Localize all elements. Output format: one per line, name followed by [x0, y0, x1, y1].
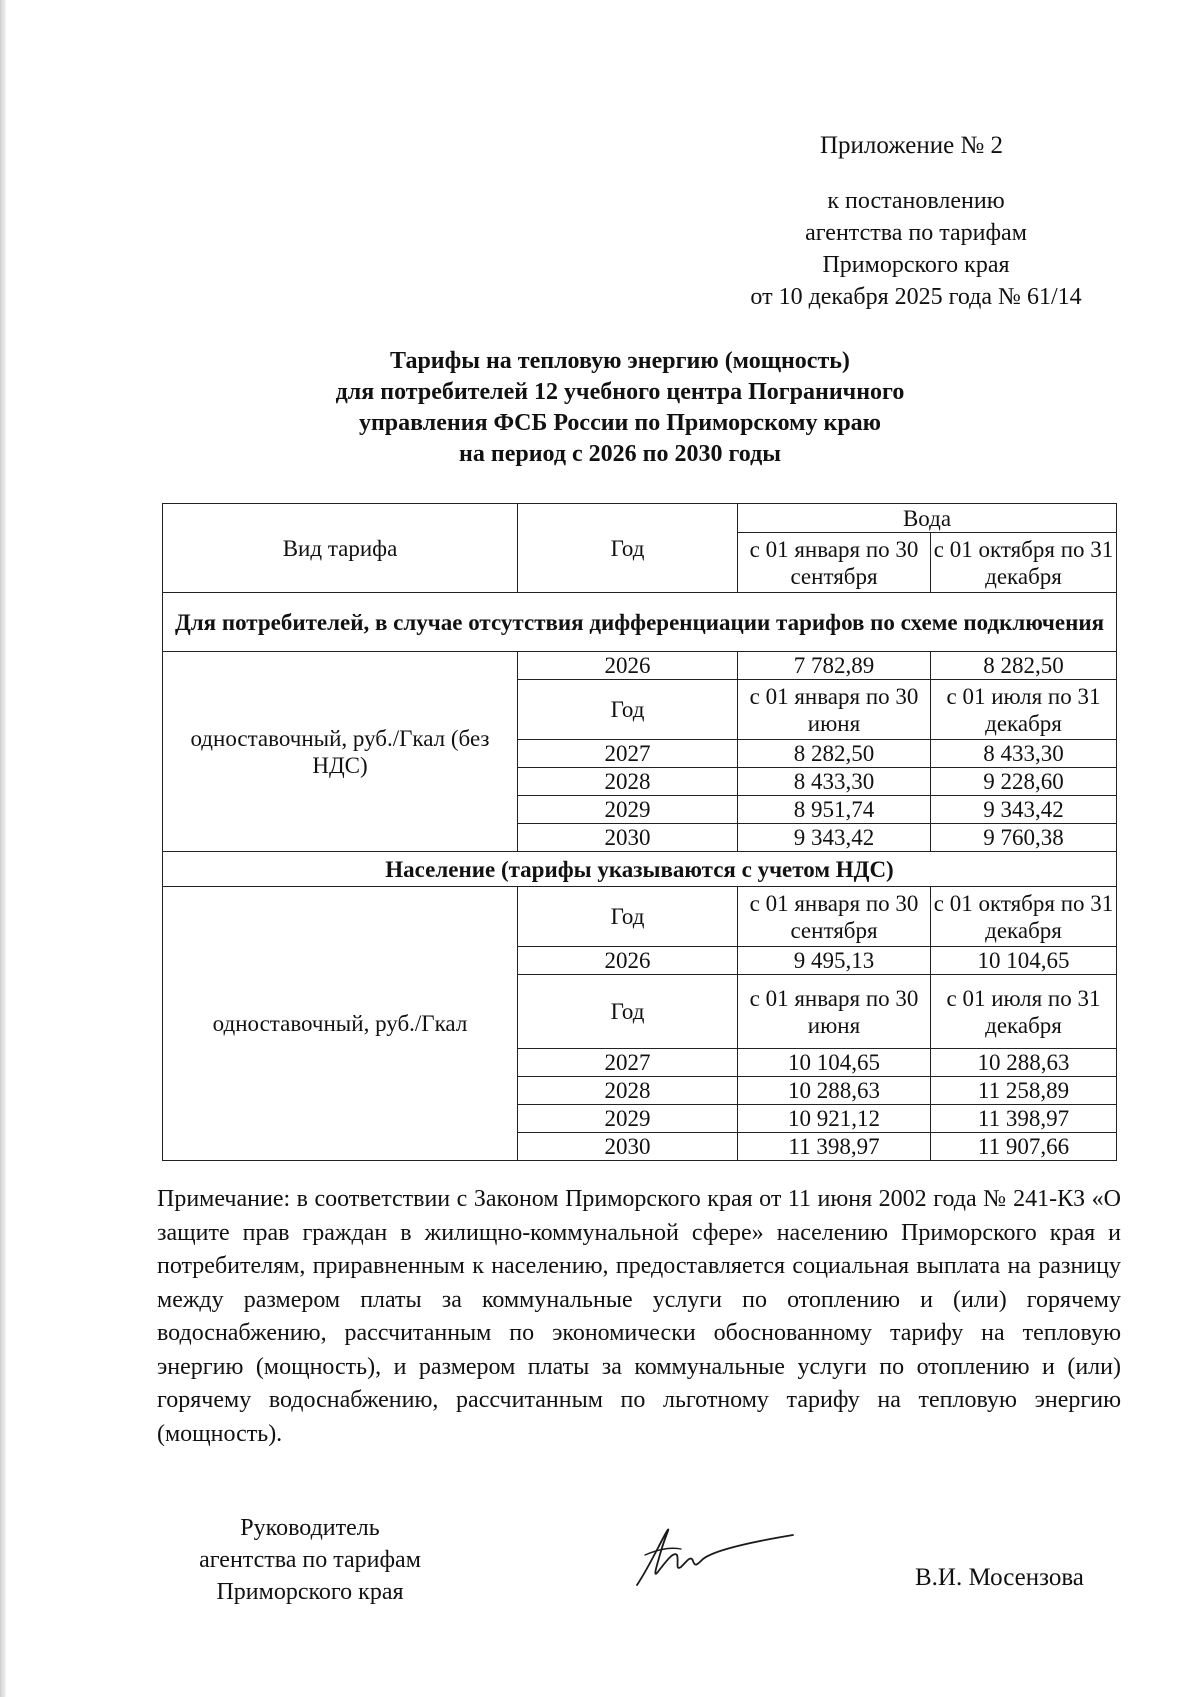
title-line: на период с 2026 по 2030 годы: [459, 441, 781, 467]
value-cell: 8 282,50: [931, 652, 1117, 680]
year-subheader: Год: [518, 887, 738, 947]
year-cell: 2028: [518, 768, 738, 796]
title-line: для потребителей 12 учебного центра Пограничного: [335, 379, 905, 405]
signer-name: В.И. Мосензова: [915, 1564, 1084, 1591]
appendix-title: Приложение № 2: [820, 132, 1004, 159]
year-cell: 2029: [518, 1105, 738, 1133]
position-line: Приморского края: [216, 1579, 404, 1605]
value-cell: 11 258,89: [931, 1077, 1117, 1105]
year-cell: 2029: [518, 796, 738, 824]
signatory-position: [170, 1512, 450, 1608]
value-cell: 9 495,13: [738, 947, 931, 975]
value-cell: 10 921,12: [738, 1105, 931, 1133]
value-cell: 9 760,38: [931, 824, 1117, 852]
value-cell: 10 288,63: [738, 1077, 931, 1105]
value-cell: 11 398,97: [931, 1105, 1117, 1133]
header-period-1: с 01 января по 30 сентября: [738, 533, 931, 593]
year-subheader: Год: [518, 975, 738, 1049]
year-subheader: Год: [518, 680, 738, 740]
header-tariff-type: Вид тарифа: [163, 504, 518, 593]
appendix-line: агентства по тарифам: [805, 220, 1027, 246]
value-cell: 11 398,97: [738, 1133, 931, 1161]
period-subheader-1: с 01 января по 30 июня: [738, 680, 931, 740]
appendix-line: Приморского края: [822, 252, 1010, 278]
year-cell: 2028: [518, 1077, 738, 1105]
value-cell: 10 104,65: [738, 1049, 931, 1077]
position-line: Руководитель: [240, 1515, 380, 1541]
period-subheader-1: с 01 января по 30 сентября: [738, 887, 931, 947]
value-cell: 9 343,42: [931, 796, 1117, 824]
appendix-line: от 10 декабря 2025 года № 61/14: [750, 284, 1082, 310]
note-paragraph: Примечание: в соответствии с Законом Приморского края от 11 июня 2002 года № 241-КЗ «О защите прав граждан в жилищно-коммунальной сфере» населению Приморского края и потребителям, приравненным к населению, предоставляется социальная выплата на разницу между размером платы за коммунальные услуги по отоплению и (или) горячему водоснабжению, рассчитанным по экономически обоснованному тарифу на тепловую энергию (мощность), и размером платы за коммунальные услуги по отоплению и (или) горячему водоснабжению, рассчитанным по льготному тарифу на тепловую энергию (мощность).: [157, 1186, 1121, 1447]
header-water: Вода: [738, 504, 1117, 533]
year-cell: 2030: [518, 1133, 738, 1161]
value-cell: 7 782,89: [738, 652, 931, 680]
title-line: Тарифы на тепловую энергию (мощность): [390, 348, 850, 374]
period-subheader-2: с 01 октября по 31 декабря: [931, 887, 1117, 947]
tariff-table: [162, 503, 1117, 1161]
scan-edge: [0, 0, 6, 1697]
year-cell: 2026: [518, 652, 738, 680]
year-cell: 2027: [518, 740, 738, 768]
year-cell: 2026: [518, 947, 738, 975]
value-cell: 10 104,65: [931, 947, 1117, 975]
section-header-population: Население (тарифы указываются с учетом НДС): [163, 852, 1117, 887]
section-header-consumers: Для потребителей, в случае отсутствия дифференциации тарифов по схеме подключения: [163, 593, 1117, 652]
header-year: Год: [518, 504, 738, 593]
value-cell: 9 343,42: [738, 824, 931, 852]
title-line: управления ФСБ России по Приморскому краю: [358, 410, 882, 436]
value-cell: 10 288,63: [931, 1049, 1117, 1077]
period-subheader-1: с 01 января по 30 июня: [738, 975, 931, 1049]
value-cell: 8 433,30: [931, 740, 1117, 768]
year-cell: 2030: [518, 824, 738, 852]
period-subheader-2: с 01 июля по 31 декабря: [931, 680, 1117, 740]
tariff-type-cell: одноставочный, руб./Гкал (без НДС): [163, 652, 518, 852]
handwritten-signature: [615, 1515, 805, 1595]
value-cell: 9 228,60: [931, 768, 1117, 796]
value-cell: 8 433,30: [738, 768, 931, 796]
year-cell: 2027: [518, 1049, 738, 1077]
value-cell: 8 282,50: [738, 740, 931, 768]
appendix-line: к постановлению: [827, 188, 1005, 214]
tariff-type-cell: одноставочный, руб./Гкал: [163, 887, 518, 1161]
position-line: агентства по тарифам: [199, 1547, 421, 1573]
period-subheader-2: с 01 июля по 31 декабря: [931, 975, 1117, 1049]
header-period-2: с 01 октября по 31 декабря: [931, 533, 1117, 593]
value-cell: 8 951,74: [738, 796, 931, 824]
value-cell: 11 907,66: [931, 1133, 1117, 1161]
document-title: [140, 346, 1100, 470]
